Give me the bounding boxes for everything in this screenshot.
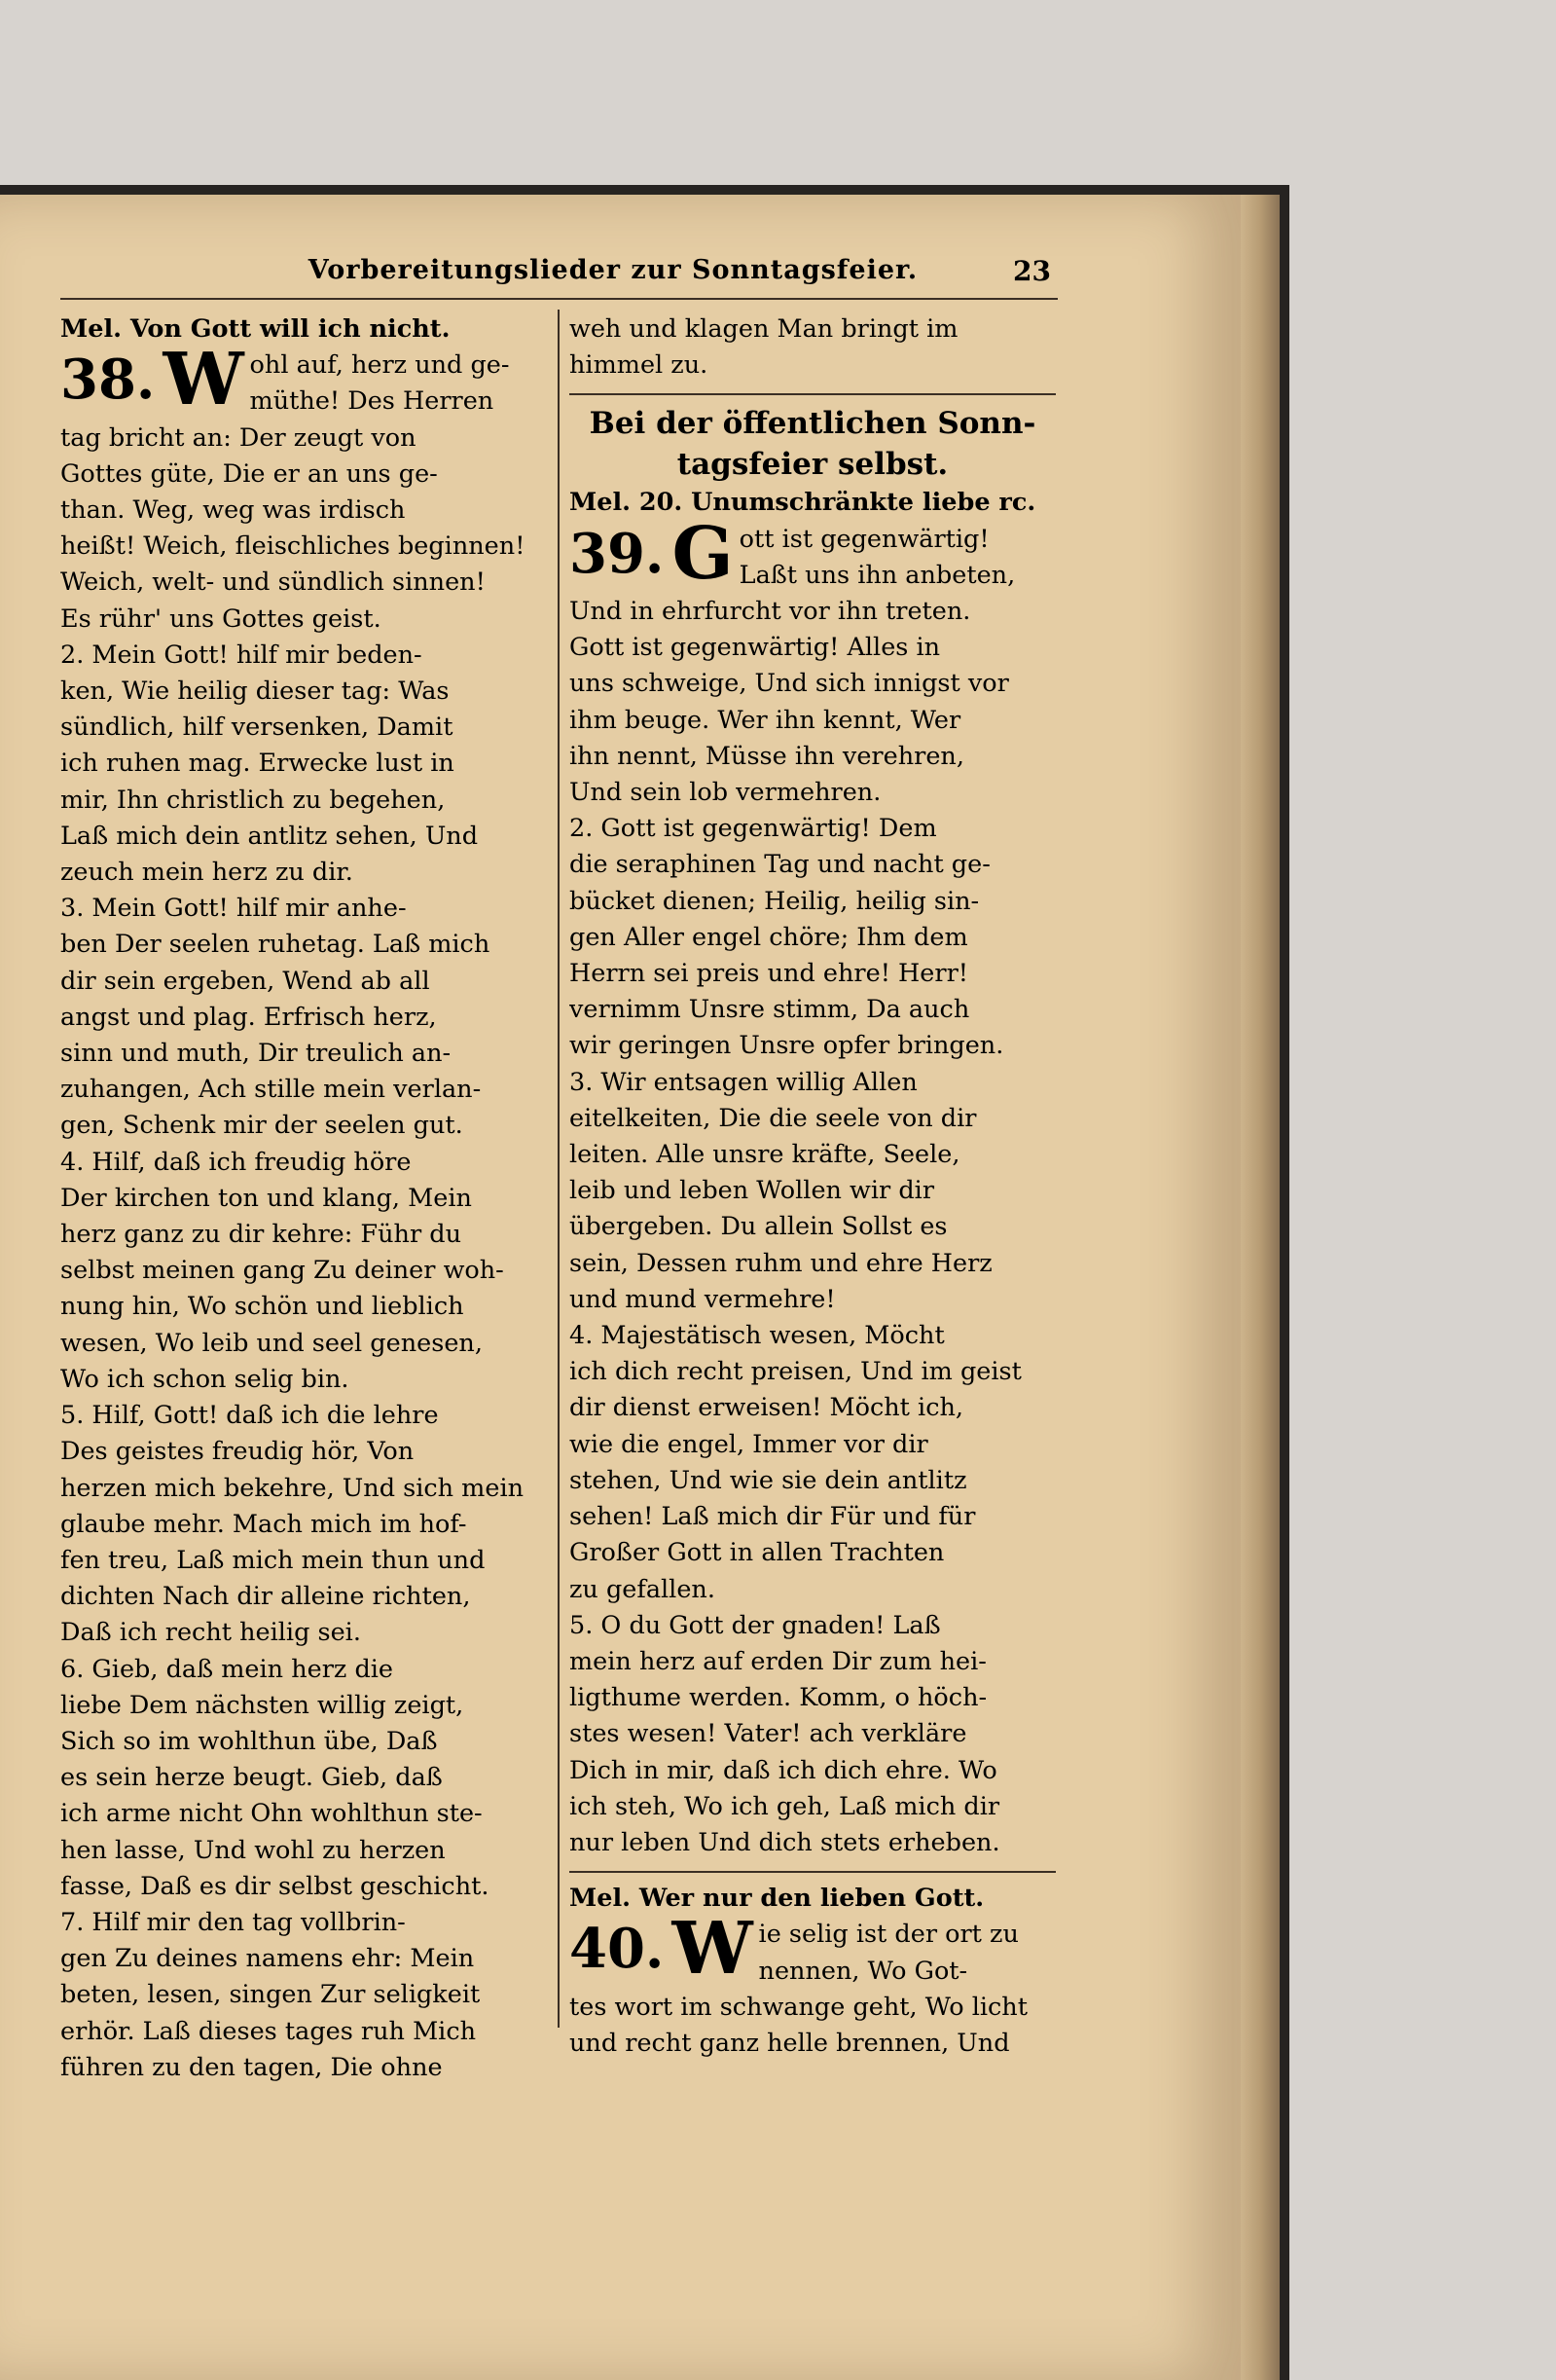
text-line: 7. Hilf mir den tag vollbrin- [60, 1907, 406, 1937]
text-line: 3. Wir entsagen willig Allen [569, 1067, 918, 1097]
text-line: 5. O du Gott der gnaden! Laß [569, 1610, 941, 1640]
hymn-38-text [60, 421, 547, 2086]
initial-letter: W [163, 338, 244, 422]
text-line: himmel zu. [569, 350, 708, 381]
text-line: heißt! Weich, fleischliches beginnen! [60, 531, 525, 562]
text-line: than. Weg, weg was irdisch [60, 495, 406, 526]
text-line: sündlich, hilf versenken, Damit [60, 713, 453, 743]
text-line: mein herz auf erden Dir zum hei- [569, 1646, 987, 1676]
initial-letter: G [671, 511, 734, 596]
hymn-39 [569, 511, 1056, 596]
section-title-line: Bei der öffentlichen Sonn- [589, 406, 1036, 442]
text-line: dichten Nach dir alleine richten, [60, 1582, 471, 1612]
running-title: Vorbereitungslieder zur Sonntagsfeier. [308, 255, 919, 285]
text-line: stes wesen! Vater! ach verkläre [569, 1719, 967, 1749]
section-rule [569, 1871, 1056, 1873]
text-line: 4. Hilf, daß ich freudig höre [60, 1147, 412, 1177]
text-line: ligthume werden. Komm, o höch- [569, 1683, 988, 1713]
text-line: nur leben Und dich stets erheben. [569, 1827, 1000, 1857]
text-line: uns schweige, Und sich innigst vor [569, 669, 1009, 699]
text-line: hen lasse, Und wohl zu herzen [60, 1835, 446, 1865]
text-line: ott ist gegenwärtig! [739, 524, 990, 554]
text-line: führen zu den tagen, Die ohne [60, 2052, 443, 2082]
text-line: zeuch mein herz zu dir. [60, 858, 353, 888]
page-edge [1241, 195, 1280, 2380]
text-line: ohl auf, herz und ge- [249, 350, 510, 381]
text-line: Des geistes freudig hör, Von [60, 1437, 415, 1467]
text-line: ken, Wie heilig dieser tag: Was [60, 677, 450, 707]
text-line: selbst meinen gang Zu deiner woh- [60, 1256, 504, 1286]
text-line: Herrn sei preis und ehre! Herr! [569, 959, 969, 989]
hymn-number: 38. [60, 348, 156, 413]
text-line: weh und klagen Man bringt im [569, 314, 959, 344]
text-line: zu gefallen. [569, 1574, 715, 1604]
text-line: Es rühr' uns Gottes geist. [60, 604, 381, 634]
text-line: ihn nennt, Müsse ihn verehren, [569, 741, 964, 771]
text-line: mir, Ihn christlich zu begehen, [60, 785, 446, 815]
text-line: vernimm Unsre stimm, Da auch [569, 995, 970, 1025]
initial-letter: W [671, 1907, 753, 1992]
text-line: die seraphinen Tag und nacht ge- [569, 850, 991, 880]
text-line: 4. Majestätisch wesen, Möcht [569, 1321, 945, 1351]
hymn-40 [569, 1907, 1056, 1992]
section-rule [569, 393, 1056, 395]
text-line: Daß ich recht heilig sei. [60, 1618, 361, 1648]
running-header [243, 255, 1051, 294]
text-line: 2. Mein Gott! hilf mir beden- [60, 640, 422, 670]
section-title-line: tagsfeier selbst. [676, 447, 949, 483]
text-line: dir sein ergeben, Wend ab all [60, 966, 430, 996]
text-line: liebe Dem nächsten willig zeigt, [60, 1690, 464, 1720]
text-line: gen Aller engel chöre; Ihm dem [569, 922, 968, 952]
section-title [569, 403, 1056, 485]
continuation-text [569, 311, 1056, 384]
text-line: wie die engel, Immer vor dir [569, 1429, 928, 1459]
text-line: ie selig ist der ort zu [758, 1920, 1019, 1950]
text-line: bücket dienen; Heilig, heilig sin- [569, 886, 980, 916]
hymn-38 [60, 338, 547, 422]
text-line: Gottes güte, Die er an uns ge- [60, 458, 438, 489]
text-line: herzen mich bekehre, Und sich mein [60, 1473, 525, 1503]
text-line: es sein herze beugt. Gieb, daß [60, 1763, 443, 1793]
text-line: tes wort im schwange geht, Wo licht [569, 1992, 1028, 2022]
text-line: zuhangen, Ach stille mein verlan- [60, 1075, 482, 1105]
header-rule [60, 298, 1058, 300]
text-line: 3. Mein Gott! hilf mir anhe- [60, 894, 407, 924]
text-line: und mund vermehre! [569, 1284, 836, 1314]
text-line: ich arme nicht Ohn wohlthun ste- [60, 1799, 483, 1829]
text-line: nung hin, Wo schön und lieblich [60, 1292, 464, 1322]
text-line: beten, lesen, singen Zur seligkeit [60, 1980, 481, 2010]
text-line: leiten. Alle unsre kräfte, Seele, [569, 1140, 960, 1170]
text-line: eitelkeiten, Die die seele von dir [569, 1103, 977, 1133]
text-line: wesen, Wo leib und seel genesen, [60, 1328, 483, 1358]
text-line: Gott ist gegenwärtig! Alles in [569, 633, 941, 663]
text-line: Laß mich dein antlitz sehen, Und [60, 821, 479, 851]
text-line: Und in ehrfurcht vor ihn treten. [569, 597, 971, 627]
text-line: Wo ich schon selig bin. [60, 1364, 349, 1394]
text-line: müthe! Des Herren [249, 386, 494, 417]
text-line: sein, Dessen ruhm und ehre Herz [569, 1248, 993, 1278]
text-line: angst und plag. Erfrisch herz, [60, 1002, 437, 1032]
text-line: ben Der seelen ruhetag. Laß mich [60, 930, 490, 960]
text-line: herz ganz zu dir kehre: Führ du [60, 1220, 461, 1250]
text-line: ihm beuge. Wer ihn kennt, Wer [569, 705, 961, 735]
text-line: Sich so im wohlthun übe, Daß [60, 1726, 438, 1756]
text-line: ich ruhen mag. Erwecke lust in [60, 749, 454, 779]
text-line: gen, Schenk mir der seelen gut. [60, 1111, 463, 1141]
text-line: 6. Gieb, daß mein herz die [60, 1654, 394, 1684]
text-line: fen treu, Laß mich mein thun und [60, 1545, 486, 1575]
text-line: tag bricht an: Der zeugt von [60, 422, 416, 453]
left-column [60, 311, 547, 2086]
text-line: glaube mehr. Mach mich im hof- [60, 1509, 467, 1539]
column-divider [558, 310, 560, 2028]
text-line: Großer Gott in allen Trachten [569, 1538, 945, 1568]
text-line: Weich, welt- und sündlich sinnen! [60, 568, 486, 598]
melody-line: Mel. Wer nur den lieben Gott. [569, 1884, 985, 1914]
text-line: wir geringen Unsre opfer bringen. [569, 1031, 1004, 1061]
right-column [569, 311, 1056, 2062]
text-line: 2. Gott ist gegenwärtig! Dem [569, 814, 937, 844]
text-line: nennen, Wo Got- [758, 1956, 968, 1986]
text-line: dir dienst erweisen! Möcht ich, [569, 1393, 963, 1423]
text-line: gen Zu deines namens ehr: Mein [60, 1944, 475, 1974]
text-line: sehen! Laß mich dir Für und für [569, 1502, 976, 1532]
melody-line: Mel. 20. Unumschränkte liebe rc. [569, 488, 1036, 518]
hymn-40-text [569, 1990, 1056, 2062]
hymn-number: 39. [569, 521, 665, 586]
text-line: und recht ganz helle brennen, Und [569, 2028, 1010, 2058]
text-line: Der kirchen ton und klang, Mein [60, 1183, 472, 1213]
text-line: Und sein lob vermehren. [569, 778, 882, 808]
text-line: sinn und muth, Dir treulich an- [60, 1039, 452, 1069]
text-line: ich dich recht preisen, Und im geist [569, 1357, 1022, 1387]
text-line: erhör. Laß dieses tages ruh Mich [60, 2016, 477, 2046]
page-number: 23 [1013, 255, 1051, 287]
hymn-39-text [569, 594, 1056, 1861]
melody-line: Mel. Von Gott will ich nicht. [60, 314, 451, 344]
text-line: Dich in mir, daß ich dich ehre. Wo [569, 1755, 997, 1785]
text-line: fasse, Daß es dir selbst geschicht. [60, 1871, 489, 1901]
text-line: ich steh, Wo ich geh, Laß mich dir [569, 1791, 1000, 1821]
text-line: stehen, Und wie sie dein antlitz [569, 1465, 967, 1495]
text-line: 5. Hilf, Gott! daß ich die lehre [60, 1401, 439, 1431]
text-line: Laßt uns ihn anbeten, [739, 560, 1016, 590]
text-line: leib und leben Wollen wir dir [569, 1176, 935, 1206]
text-line: übergeben. Du allein Sollst es [569, 1212, 948, 1242]
hymn-number: 40. [569, 1917, 665, 1982]
